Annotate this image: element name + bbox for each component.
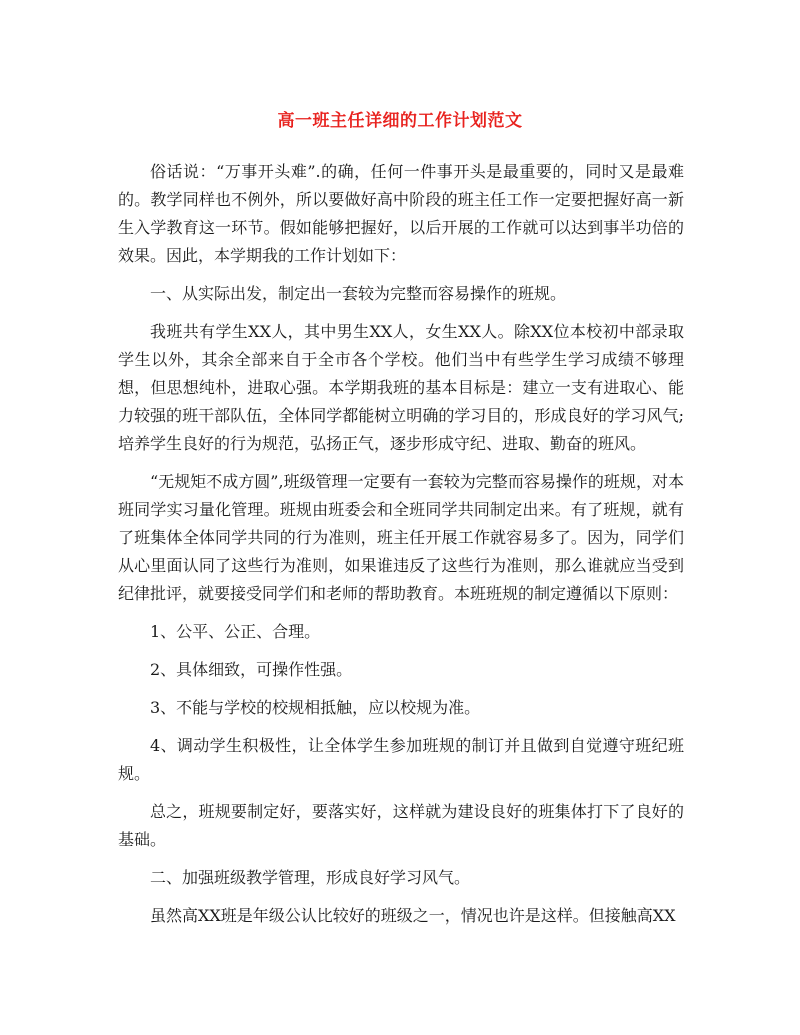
section-heading-1: 一、从实际出发，制定出一套较为完整而容易操作的班规。 (150, 284, 567, 303)
paragraph-class-overview: 我班共有学生XX人，其中男生XX人，女生XX人。除XX位本校初中部录取学生以外，其余全部来自于全市各个学校。他们当中有些学生学习成绩不够理想，但思想纯朴，进取心强。本学期我班的基本目标是：建立一支有进取心、能力较强的班干部队伍，全体同学都能树立明确的学习目的，形成良好的学习风气;培养学生良好的行为规范，弘扬正气，逐步形成守纪、进取、勤奋的班风。 (118, 322, 684, 453)
list-item-principle-3: 3、不能与学校的校规相抵触，应以校规为准。 (150, 698, 481, 717)
paragraph-class-rules: “无规矩不成方圆”,班级管理一定要有一套较为完整而容易操作的班规，对本班同学实习量化管理。班规由班委会和全班同学共同制定出来。有了班规，就有了班集体全体同学共同的行为准则，班主任开展工作就容易多了。因为，同学们从心里面认同了这些行为准则，如果谁违反了这些行为准则，那么谁就应当受到纪律批评，就要接受同学们和老师的帮助教育。本班班规的制定遵循以下原则： (118, 472, 684, 603)
paragraph-teaching: 虽然高XX班是年级公认比较好的班级之一，情况也许是这样。但接触高XX (150, 906, 676, 925)
paragraph-intro: 俗话说：“万事开头难”.的确，任何一件事开头是最重要的，同时又是最难的。教学同样也不例外，所以要做好高中阶段的班主任工作一定要把握好高一新生入学教育这一环节。假如能够把握好，以后开展的工作就可以达到事半功倍的效果。因此，本学期我的工作计划如下： (118, 162, 684, 265)
section-heading-2: 二、加强班级教学管理，形成良好学习风气。 (150, 868, 471, 887)
document-body (118, 158, 684, 930)
document-title: 高一班主任详细的工作计划范文 (277, 111, 523, 131)
list-item-principle-2: 2、具体细致，可操作性强。 (150, 660, 353, 679)
list-item-principle-1: 1、公平、公正、合理。 (150, 622, 321, 641)
list-item-principle-4: 4、调动学生积极性，让全体学生参加班规的制订并且做到自觉遵守班纪班规。 (118, 736, 684, 783)
paragraph-summary: 总之，班规要制定好，要落实好，这样就为建设良好的班集体打下了良好的基础。 (118, 802, 684, 849)
